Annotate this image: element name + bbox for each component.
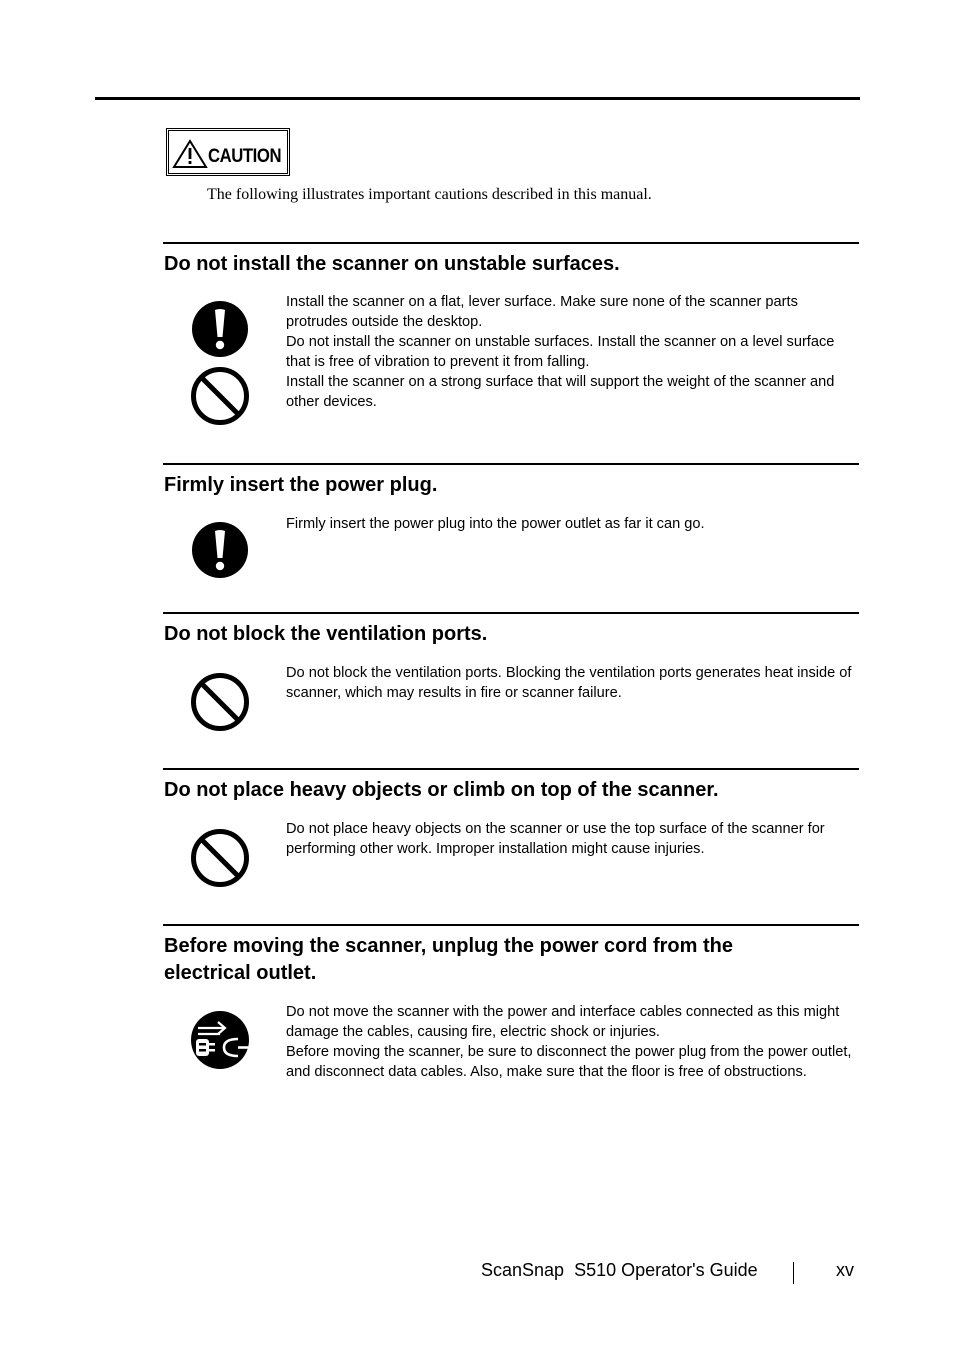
section-ventilation (163, 612, 859, 701)
top-rule (95, 97, 860, 100)
section-rule (163, 924, 859, 926)
section-body (286, 1002, 858, 1082)
unplug-icon (190, 1010, 250, 1070)
body-paragraph: Install the scanner on a flat, lever surface. Make sure none of the scanner parts protrudes outside the desktop. (286, 294, 798, 330)
body-paragraph: Install the scanner on a strong surface that will support the weight of the scanner and other devices. (286, 374, 835, 410)
prohibition-icon (190, 672, 250, 732)
footer-page-number: xv (836, 1260, 854, 1280)
footer-guide-title: ScanSnap S510 Operator's Guide (481, 1260, 758, 1280)
prohibition-icon (190, 366, 250, 426)
section-heading: Do not block the ventilation ports. (164, 623, 488, 645)
body-paragraph: Do not install the scanner on unstable surfaces. Install the scanner on a level surface that is free of vibration to prevent it from falling. (286, 334, 835, 370)
section-rule (163, 463, 859, 465)
section-unplug-before-moving (163, 924, 859, 1080)
caution-label: CAUTION (208, 146, 282, 167)
mandatory-icon (190, 299, 250, 359)
section-heading: Do not install the scanner on unstable surfaces. (164, 253, 620, 275)
section-heavy-objects (163, 768, 859, 857)
body-paragraph: Do not place heavy objects on the scanner or use the top surface of the scanner for performing other work. Improper installation might cause injuries. (286, 821, 825, 857)
section-heading: Firmly insert the power plug. (164, 474, 438, 496)
section-body (286, 663, 858, 703)
section-rule (163, 242, 859, 244)
section-power-plug (163, 463, 859, 532)
section-body (286, 819, 858, 859)
footer-divider (793, 1262, 794, 1284)
section-heading: Do not place heavy objects or climb on top of the scanner. (164, 779, 719, 801)
section-body (286, 514, 858, 534)
caution-box (166, 128, 290, 176)
mandatory-icon (190, 520, 250, 580)
body-paragraph: Before moving the scanner, be sure to disconnect the power plug from the power outlet, and disconnect data cables. Also, make sure that the floor is free of obstructions. (286, 1044, 852, 1080)
section-body (286, 292, 858, 412)
caution-intro: The following illustrates important cautions described in this manual. (207, 186, 652, 203)
section-rule (163, 768, 859, 770)
body-paragraph: Do not block the ventilation ports. Blocking the ventilation ports generates heat inside of scanner, which may results in fire or scanner failure. (286, 665, 852, 701)
prohibition-icon (190, 828, 250, 888)
body-paragraph: Firmly insert the power plug into the power outlet as far it can go. (286, 516, 705, 532)
warning-triangle-icon (172, 139, 208, 169)
section-heading: Before moving the scanner, unplug the power cord from the electrical outlet. (164, 935, 733, 984)
body-paragraph: Do not move the scanner with the power and interface cables connected as this might damage the cables, causing fire, electric shock or injuries. (286, 1004, 840, 1040)
section-unstable-surfaces (163, 242, 859, 410)
section-rule (163, 612, 859, 614)
